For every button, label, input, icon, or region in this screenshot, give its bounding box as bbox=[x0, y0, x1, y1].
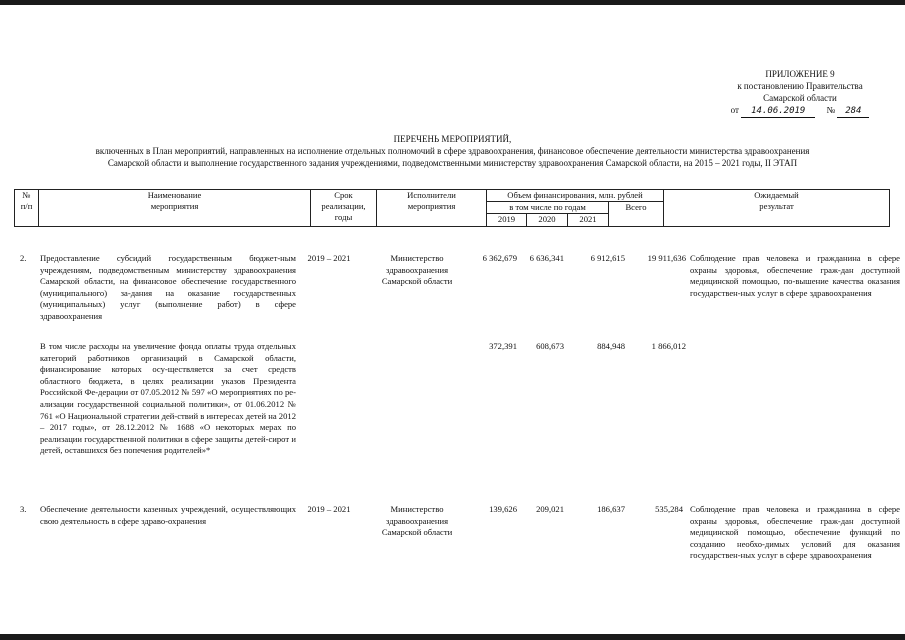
row-2-num: 2. bbox=[20, 253, 27, 263]
row-2-term: 2019 – 2021 bbox=[307, 253, 351, 263]
header-term: Срок реализации, годы bbox=[311, 190, 377, 227]
row-2-y2020: 6 636,341 bbox=[529, 253, 564, 263]
appendix-date-line bbox=[700, 104, 900, 118]
document-title: ПЕРЕЧЕНЬ МЕРОПРИЯТИЙ, bbox=[393, 134, 512, 144]
row-3-y2021: 186,637 bbox=[597, 504, 625, 514]
row-3-num: 3. bbox=[20, 504, 27, 514]
row-2-total: 19 911,636 bbox=[647, 253, 686, 263]
number-prefix: № bbox=[826, 105, 836, 115]
row-2-result: Соблюдение прав человека и гражданина в сфере охраны здоровья, обеспечение граж-дан доступной медицинской помощью, по-вышение качества оказания государствен-ных услуг в сфере здравоохранения bbox=[690, 253, 900, 298]
header-year-2019: 2019 bbox=[487, 214, 527, 227]
appendix-block bbox=[700, 68, 900, 118]
header-year-2020: 2020 bbox=[527, 214, 568, 227]
table-header bbox=[14, 189, 890, 227]
date-value: 14.06.2019 bbox=[741, 105, 815, 118]
row-3-total: 535,284 bbox=[655, 504, 683, 514]
row-2-sub-y2021: 884,948 bbox=[597, 341, 625, 351]
date-prefix: от bbox=[730, 105, 739, 115]
row-2-executor: Министерство здравоохранения Самарской области bbox=[381, 253, 453, 287]
appendix-line-2: Самарской области bbox=[763, 93, 837, 103]
top-border bbox=[0, 0, 905, 5]
row-3-term: 2019 – 2021 bbox=[307, 504, 351, 514]
header-executors: Исполнители мероприятия bbox=[377, 190, 487, 227]
header-funding: Объем финансирования, млн. рублей bbox=[487, 190, 664, 202]
header-by-years: в том числе по годам bbox=[487, 202, 609, 214]
appendix-line-1: к постановлению Правительства bbox=[737, 81, 863, 91]
document-subtitle-2: Самарской области и выполнение государственного задания учреждениями, подведомственными министерству здравоохранения Самарской области, на 2015 – 2021 годы, II ЭТАП bbox=[107, 158, 798, 168]
row-2-y2021: 6 912,615 bbox=[590, 253, 625, 263]
row-2-name: Предоставление субсидий государственным бюджет-ным учреждениям, подведомственным министерству здравоохранения Самарской области, на финансовое обеспечение государственного (муниципального) за-дания на оказание государственных (муниципальных) услуг (выполнение работ) в сфере здравоохранения bbox=[40, 253, 296, 321]
header-year-2021: 2021 bbox=[568, 214, 609, 227]
row-2-sub-y2020: 608,673 bbox=[536, 341, 564, 351]
row-2-sub-total: 1 866,012 bbox=[651, 341, 686, 351]
bottom-border bbox=[0, 634, 905, 640]
row-2-sub-y2019: 372,391 bbox=[489, 341, 517, 351]
header-result: Ожидаемый результат bbox=[664, 190, 890, 227]
row-2-y2019: 6 362,679 bbox=[482, 253, 517, 263]
row-2-sub-name: В том числе расходы на увеличение фонда оплаты труда отдельных категорий работников организаций в Самарской области, финансирование которых осу-ществляется за счет средств областного бюджета, в целях реализации указов Президента Российской Фе-дерации от 07.05.2012 № 597 «О мероприятиях по ре-ализации государственной социальной политики», от 01.06.2012 № 761 «О Национальной стратегии дей-ствий в интересах детей на 2012 – 2017 годы», от 28.12.2012 № 1688 «О некоторых мерах по реализации государственной политики в сфере защиты детей-сирот и детей, оставшихся без попечения родителей»* bbox=[40, 341, 296, 456]
number-value: 284 bbox=[837, 105, 869, 118]
row-3-result: Соблюдение прав человека и гражданина в сфере охраны здоровья, обеспечение граж-дан доступной медицинской помощью, обеспечение функций по созданию необхо-димых условий для оказания государствен-ных услуг в сфере здравоохранения bbox=[690, 504, 900, 561]
header-total: Всего bbox=[609, 202, 664, 227]
row-3-y2020: 209,021 bbox=[536, 504, 564, 514]
row-3-executor: Министерство здравоохранения Самарской области bbox=[381, 504, 453, 538]
header-num: № п/п bbox=[15, 190, 39, 227]
row-3-name: Обеспечение деятельности казенных учреждений, осуществляющих свою деятельность в сфере здраво-охранения bbox=[40, 504, 296, 526]
header-name: Наименование мероприятия bbox=[39, 190, 311, 227]
appendix-title: ПРИЛОЖЕНИЕ 9 bbox=[765, 69, 835, 79]
row-3-y2019: 139,626 bbox=[489, 504, 517, 514]
document-subtitle-1: включенных в План мероприятий, направленных на исполнение отдельных полномочий в сфере здравоохранения, финансовое обеспечение деятельности министерства здравоохранения bbox=[95, 146, 810, 156]
